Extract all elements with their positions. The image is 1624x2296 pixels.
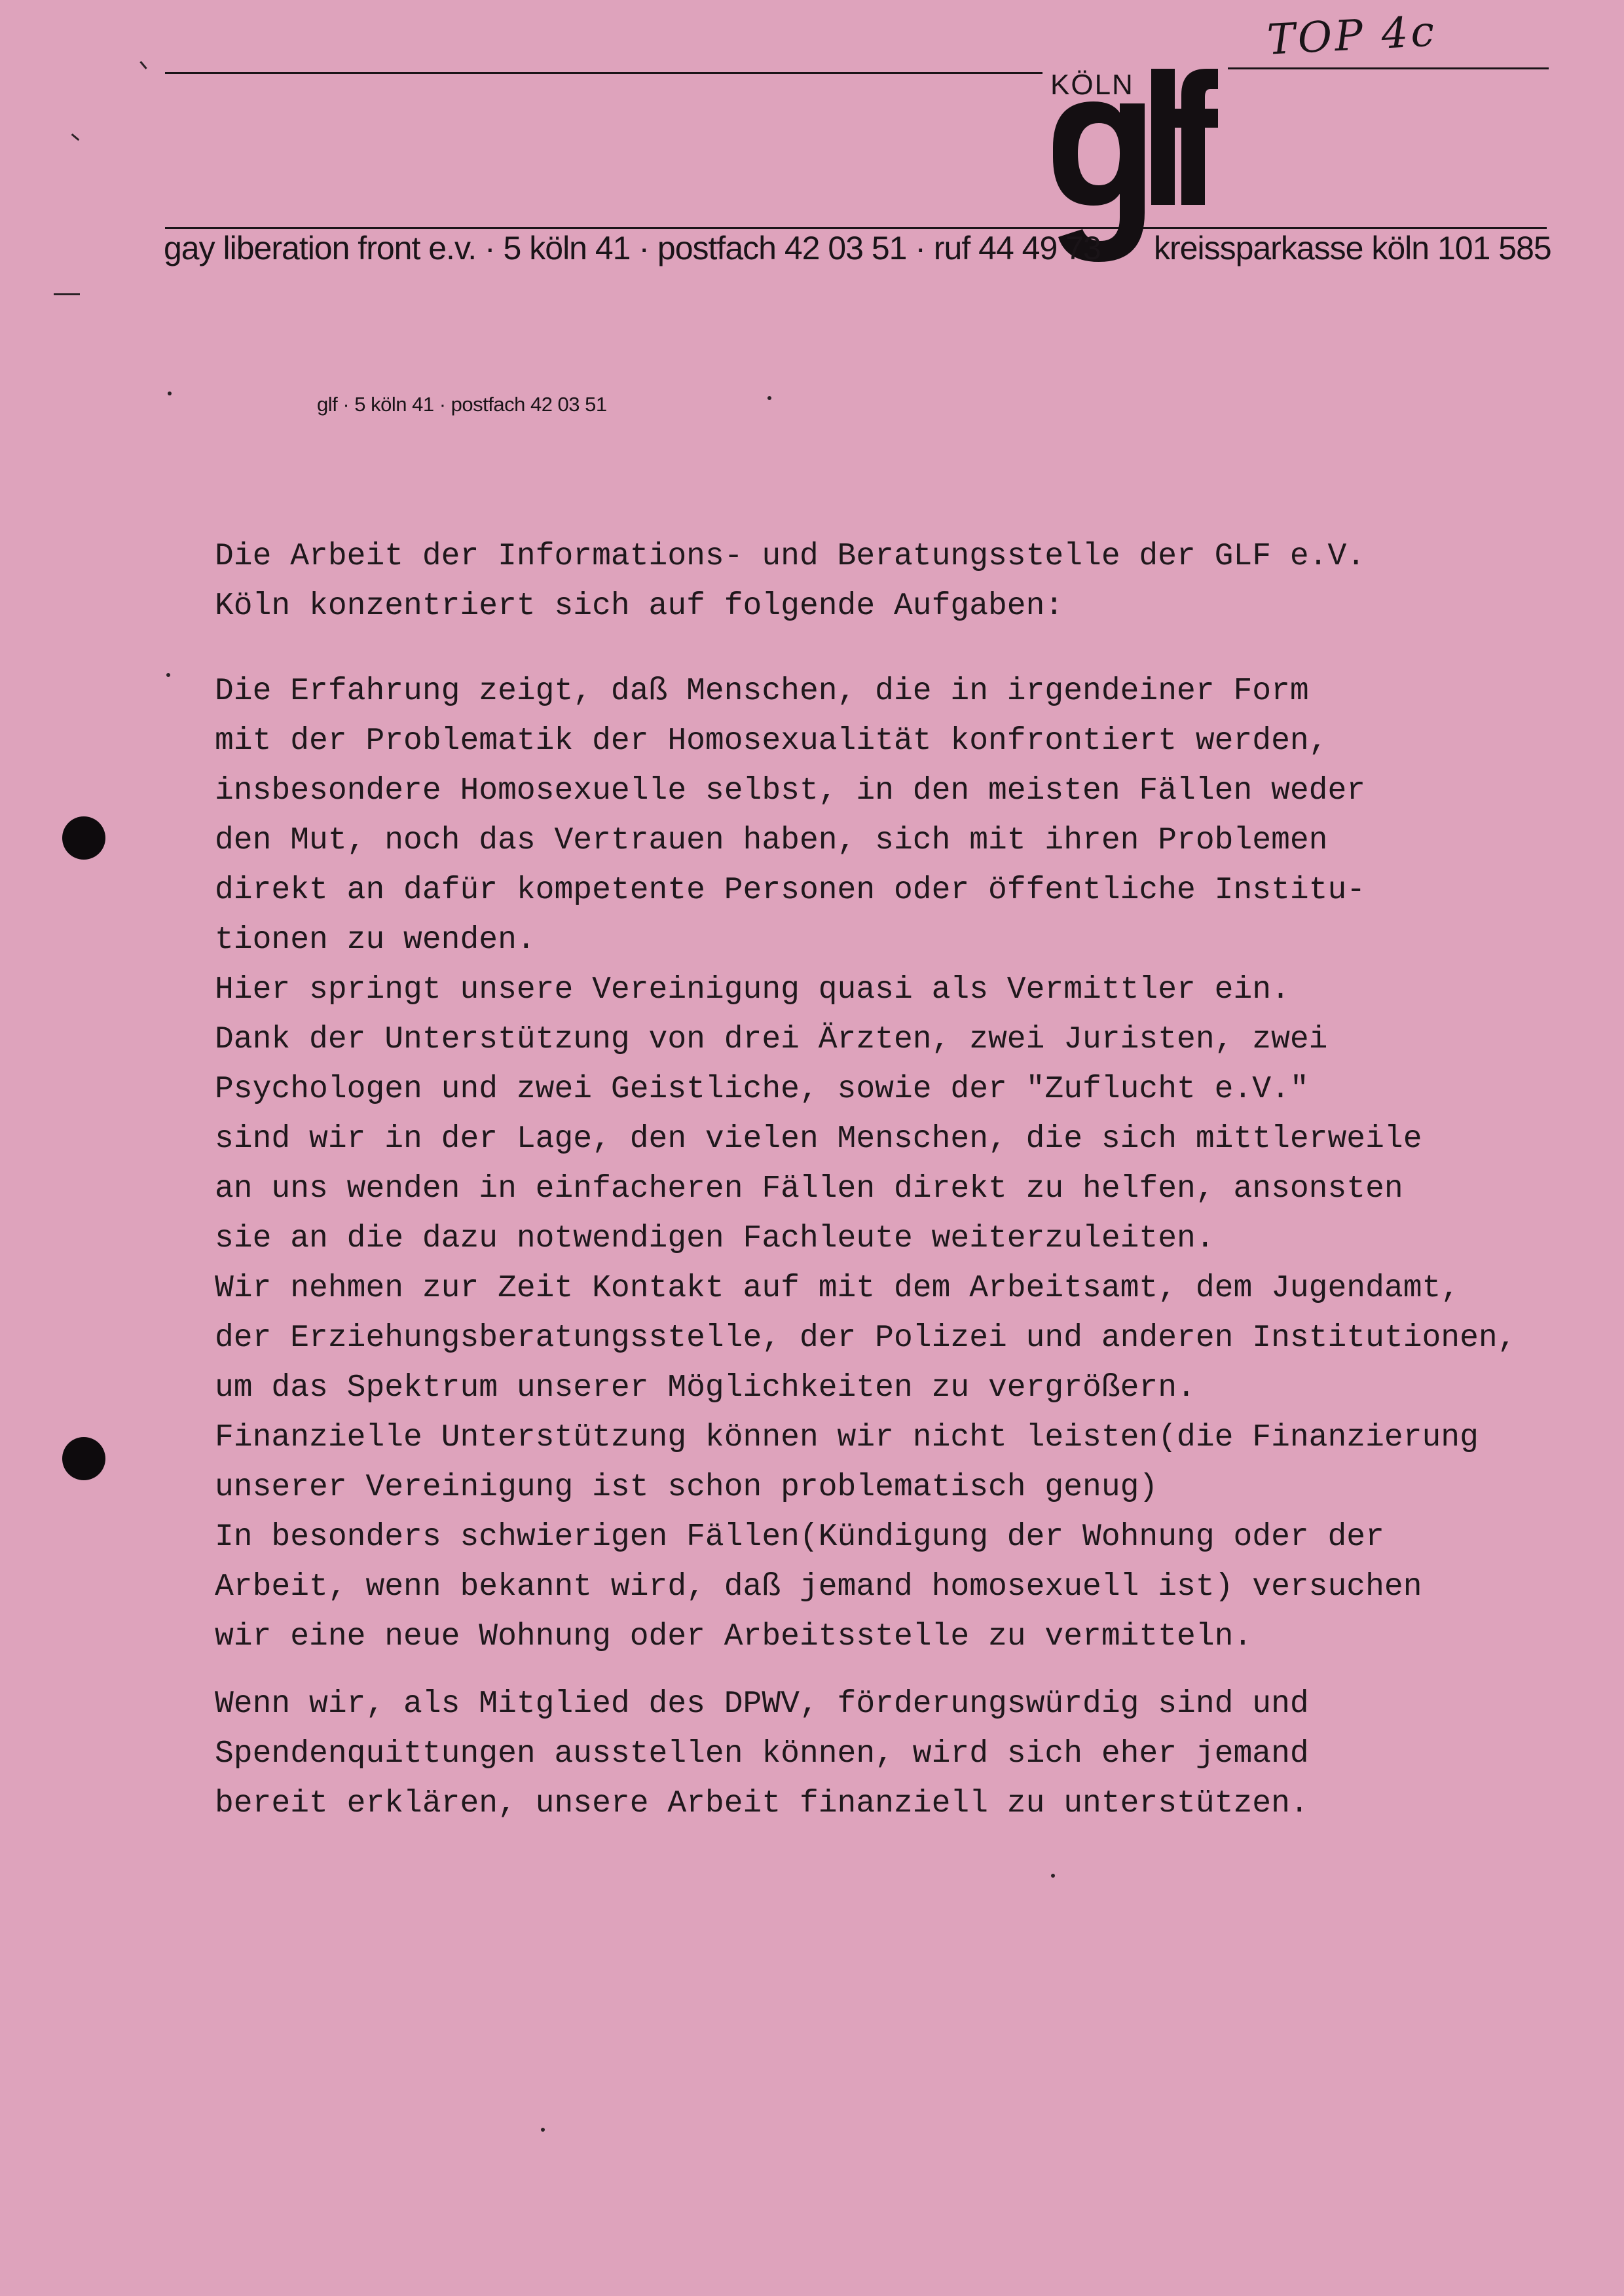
text-line: Finanzielle Unterstützung können wir nicht leisten(die Finanzierung (215, 1420, 1479, 1455)
text-line: der Erziehungsberatungsstelle, der Polizei und anderen Institutionen, (215, 1321, 1517, 1356)
text-line: um das Spektrum unserer Möglichkeiten zu vergrößern. (215, 1370, 1196, 1406)
logo-city: KÖLN (1050, 69, 1134, 101)
text-line: Arbeit, wenn bekannt wird, daß jemand homosexuell ist) versuchen (215, 1569, 1422, 1605)
letterhead-top-rule-left (165, 72, 1043, 74)
text-line: Die Erfahrung zeigt, daß Menschen, die in irgendeiner Form (215, 674, 1309, 709)
punch-hole-bottom (62, 1437, 105, 1480)
text-line: Die Arbeit der Informations- und Beratungsstelle der GLF e.V. (215, 539, 1366, 574)
scan-mark (54, 293, 80, 295)
letterhead-address: gay liberation front e.v. · 5 köln 41 · postfach 42 03 51 · ruf 44 49 73 (164, 230, 1101, 266)
text-line: In besonders schwierigen Fällen(Kündigung der Wohnung oder der (215, 1520, 1384, 1555)
text-line: sie an die dazu notwendigen Fachleute weiterzuleiten. (215, 1221, 1215, 1256)
scan-mark (71, 134, 80, 141)
scan-speck (166, 673, 170, 677)
text-line: an uns wenden in einfacheren Fällen direkt zu helfen, ansonsten (215, 1171, 1403, 1207)
punch-hole-top (62, 816, 105, 860)
letterhead-top-rule-right (1228, 67, 1549, 69)
scan-mark (139, 61, 147, 69)
scan-speck (541, 2128, 545, 2132)
main-paragraph (215, 666, 1517, 1662)
letterhead-bank: kreissparkasse köln 101 585 (1154, 230, 1551, 266)
scan-speck (168, 392, 172, 395)
text-line: mit der Problematik der Homosexualität konfrontiert werden, (215, 723, 1328, 759)
text-line: Wenn wir, als Mitglied des DPWV, förderungswürdig sind und (215, 1686, 1309, 1722)
text-line: direkt an dafür kompetente Personen oder öffentliche Institu- (215, 873, 1366, 908)
text-line: Hier springt unsere Vereinigung quasi als Vermittler ein. (215, 972, 1290, 1008)
text-line: tionen zu wenden. (215, 922, 536, 958)
intro-paragraph (215, 532, 1365, 631)
return-address: glf · 5 köln 41 · postfach 42 03 51 (317, 393, 607, 416)
text-line: Spendenquittungen ausstellen können, wird sich eher jemand (215, 1736, 1309, 1772)
text-line: Dank der Unterstützung von drei Ärzten, zwei Juristen, zwei (215, 1022, 1328, 1057)
scan-speck (767, 396, 771, 400)
text-line: unserer Vereinigung ist schon problematisch genug) (215, 1470, 1158, 1505)
text-line: sind wir in der Lage, den vielen Menschen, die sich mittlerweile (215, 1121, 1422, 1157)
text-line: den Mut, noch das Vertrauen haben, sich mit ihren Problemen (215, 823, 1328, 858)
handwritten-annotation: TOP 4c (1266, 7, 1438, 65)
text-line: wir eine neue Wohnung oder Arbeitsstelle zu vermitteln. (215, 1619, 1253, 1654)
text-line: Psychologen und zwei Geistliche, sowie der "Zuflucht e.V." (215, 1072, 1309, 1107)
text-line: bereit erklären, unsere Arbeit finanziell zu unterstützen. (215, 1786, 1309, 1821)
scan-speck (1051, 1874, 1055, 1878)
text-line: insbesondere Homosexuelle selbst, in den meisten Fällen weder (215, 773, 1366, 809)
text-line: Köln konzentriert sich auf folgende Aufgaben: (215, 589, 1064, 624)
text-line: Wir nehmen zur Zeit Kontakt auf mit dem Arbeitsamt, dem Jugendamt, (215, 1271, 1460, 1306)
closing-paragraph (215, 1679, 1309, 1829)
